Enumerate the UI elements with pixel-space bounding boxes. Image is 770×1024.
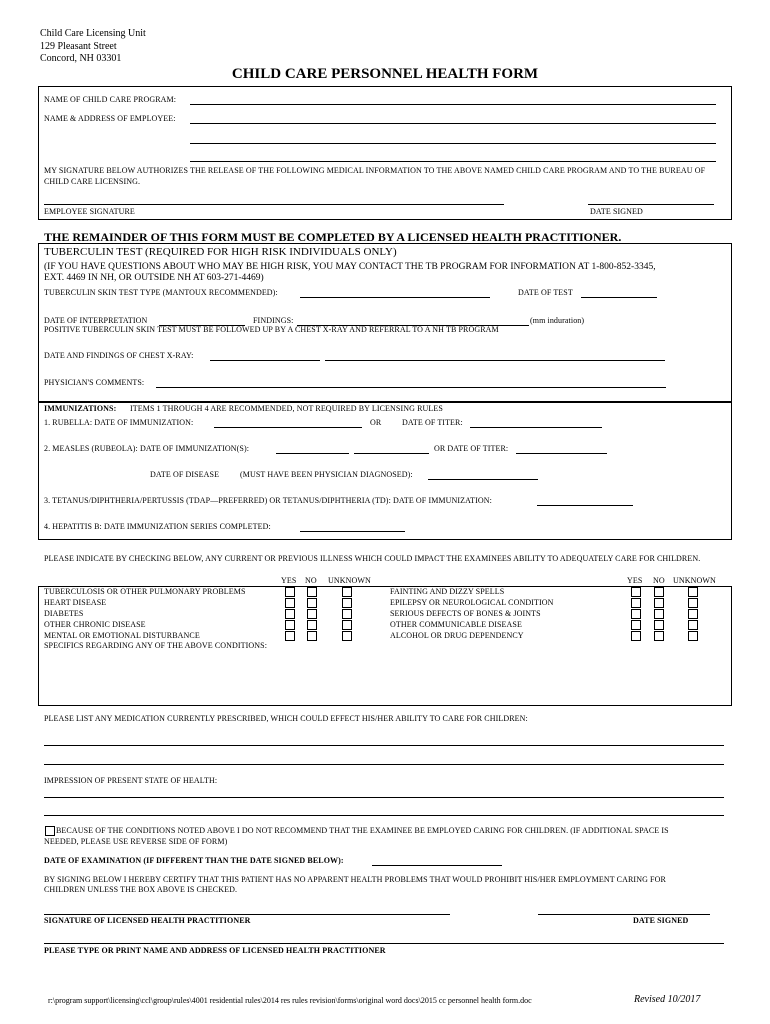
certify-text-1: BY SIGNING BELOW I HEREBY CERTIFY THAT THIS PATIENT HAS NO APPARENT HEALTH PROBLEMS THAT WOULD PROHIBIT HIS/HER EMPLOYMENT CARING FOR [44,875,666,884]
address-line-2: 129 Pleasant Street [40,41,117,52]
practitioner-signature-field[interactable] [44,914,450,915]
physician-comments-label: PHYSICIAN'S COMMENTS: [44,378,145,387]
immunizations-note: ITEMS 1 THROUGH 4 ARE RECOMMENDED, NOT REQUIRED BY LICENSING RULES [130,404,443,413]
program-name-field[interactable] [190,104,716,105]
hepatitis-label: 4. HEPATITIS B: DATE IMMUNIZATION SERIES COMPLETED: [44,522,271,531]
disease-date-label: DATE OF DISEASE [150,470,220,479]
left-col-yes: YES [281,576,297,585]
yes-checkbox[interactable] [631,620,641,630]
no-checkbox[interactable] [654,587,664,597]
revision-date: Revised 10/2017 [634,994,701,1005]
specifics-label: SPECIFICS REGARDING ANY OF THE ABOVE CONDITIONS: [44,641,268,650]
unknown-checkbox[interactable] [688,609,698,619]
tetanus-date-field[interactable] [537,505,633,506]
practitioner-date-field[interactable] [538,914,710,915]
skin-test-label: TUBERCULIN SKIN TEST TYPE (MANTOUX RECOMMENDED): [44,288,278,297]
left-col-unknown: UNKNOWN [328,576,371,585]
print-name-label: PLEASE TYPE OR PRINT NAME AND ADDRESS OF LICENSED HEALTH PRACTITIONER [44,946,386,955]
skin-test-field[interactable] [300,297,490,298]
unknown-checkbox[interactable] [342,598,352,608]
yes-checkbox[interactable] [285,587,295,597]
tb-note-line-1: (IF YOU HAVE QUESTIONS ABOUT WHO MAY BE HIGH RISK, YOU MAY CONTACT THE TB PROGRAM FOR INFORMATION AT 1-800-852-3345, [44,262,656,272]
practitioner-heading: THE REMAINDER OF THIS FORM MUST BE COMPLETED BY A LICENSED HEALTH PRACTITIONER. [44,230,622,244]
illness-instruction: PLEASE INDICATE BY CHECKING BELOW, ANY CURRENT OR PREVIOUS ILLNESS WHICH COULD IMPACT THE EXAMINEES ABILITY TO ADEQUATELY CARE FOR CHILDREN. [44,554,701,563]
not-recommend-text-1: BECAUSE OF THE CONDITIONS NOTED ABOVE I DO NOT RECOMMEND THAT THE EXAMINEE BE EMPLOYED CARING FOR CHILDREN. (IF ADDITIONAL SPACE IS [56,826,669,835]
file-path: r:\program support\licensing\ccl\group\rules\4001 residential rules\2014 res rules revision\forms\original word docs\2015 cc personnel health form.doc [48,996,532,1005]
impression-field-1[interactable] [44,797,724,798]
not-recommend-text-2: NEEDED, PLEASE USE REVERSE SIDE OF FORM) [44,837,228,846]
employee-address-field-3[interactable] [190,161,716,162]
employee-signature-label: EMPLOYEE SIGNATURE [44,207,135,216]
disease-date-field[interactable] [428,479,538,480]
employee-signature-field[interactable] [44,204,504,205]
impression-label: IMPRESSION OF PRESENT STATE OF HEALTH: [44,776,218,785]
unknown-checkbox[interactable] [342,587,352,597]
measles-label: 2. MEASLES (RUBEOLA): DATE OF IMMUNIZATION(S): [44,444,250,453]
tb-note-line-2: EXT. 4469 IN NH, OR OUTSIDE NH AT 603-271-4469) [44,273,264,283]
immunizations-heading: IMMUNIZATIONS: [44,404,117,413]
no-checkbox[interactable] [307,631,317,641]
illness-item: ALCOHOL OR DRUG DEPENDENCY [390,631,524,640]
no-checkbox[interactable] [654,620,664,630]
induration-label: (mm induration) [530,316,585,325]
no-checkbox[interactable] [307,587,317,597]
page-title: CHILD CARE PERSONNEL HEALTH FORM [231,66,539,82]
rubella-titer-label: DATE OF TITER: [402,418,463,427]
no-checkbox[interactable] [654,609,664,619]
illness-item: FAINTING AND DIZZY SPELLS [390,587,505,596]
illness-item: SERIOUS DEFECTS OF BONES & JOINTS [390,609,541,618]
tetanus-label: 3. TETANUS/DIPHTHERIA/PERTUSSIS (TDAP—PREFERRED) OR TETANUS/DIPHTHERIA (TD): DATE OF IMMUNIZATION: [44,496,492,505]
physician-comments-field[interactable] [156,387,666,388]
yes-checkbox[interactable] [285,609,295,619]
unknown-checkbox[interactable] [342,609,352,619]
no-checkbox[interactable] [307,609,317,619]
illness-item: OTHER COMMUNICABLE DISEASE [390,620,522,629]
unknown-checkbox[interactable] [688,587,698,597]
illness-item: OTHER CHRONIC DISEASE [44,620,146,629]
program-name-label: NAME OF CHILD CARE PROGRAM: [44,95,177,104]
not-recommend-checkbox[interactable] [45,826,55,836]
hepatitis-date-field[interactable] [300,531,405,532]
practitioner-date-label: DATE SIGNED [633,916,689,925]
employee-date-label: DATE SIGNED [590,207,643,216]
unknown-checkbox[interactable] [688,631,698,641]
right-col-no: NO [653,576,665,585]
measles-immunization-field-2[interactable] [354,453,429,454]
yes-checkbox[interactable] [631,587,641,597]
illness-item: TUBERCULOSIS OR OTHER PULMONARY PROBLEMS [44,587,246,596]
employee-section [38,86,732,220]
tb-heading: TUBERCULIN TEST (REQUIRED FOR HIGH RISK INDIVIDUALS ONLY) [44,246,397,258]
employee-address-label: NAME & ADDRESS OF EMPLOYEE: [44,114,176,123]
unknown-checkbox[interactable] [688,620,698,630]
address-line-3: Concord, NH 03301 [40,53,122,64]
illness-item: HEART DISEASE [44,598,107,607]
right-col-unknown: UNKNOWN [673,576,716,585]
rubella-label: 1. RUBELLA: DATE OF IMMUNIZATION: [44,418,194,427]
yes-checkbox[interactable] [631,598,641,608]
illness-item: EPILEPSY OR NEUROLOGICAL CONDITION [390,598,554,607]
rubella-immunization-field[interactable] [214,427,362,428]
rubella-or-label: OR [370,418,382,427]
date-of-test-label: DATE OF TEST [518,288,573,297]
yes-checkbox[interactable] [285,631,295,641]
medication-field-2[interactable] [44,764,724,765]
xray-label: DATE AND FINDINGS OF CHEST X-RAY: [44,351,194,360]
unknown-checkbox[interactable] [342,620,352,630]
left-col-no: NO [305,576,317,585]
interpretation-label: DATE OF INTERPRETATION [44,316,148,325]
no-checkbox[interactable] [307,620,317,630]
impression-field-2[interactable] [44,815,724,816]
rubella-titer-field[interactable] [470,427,602,428]
address-line-1: Child Care Licensing Unit [40,28,146,39]
specifics-field[interactable] [44,652,724,700]
practitioner-signature-label: SIGNATURE OF LICENSED HEALTH PRACTITIONER [44,916,251,925]
no-checkbox[interactable] [654,598,664,608]
measles-titer-label: OR DATE OF TITER: [434,444,509,453]
unknown-checkbox[interactable] [342,631,352,641]
yes-checkbox[interactable] [631,609,641,619]
exam-date-label: DATE OF EXAMINATION (IF DIFFERENT THAN THE DATE SIGNED BELOW): [44,856,344,865]
yes-checkbox[interactable] [285,620,295,630]
xray-findings-field[interactable] [325,360,665,361]
employee-address-field-1[interactable] [190,123,716,124]
no-checkbox[interactable] [654,631,664,641]
measles-titer-field[interactable] [516,453,607,454]
positive-test-note: POSITIVE TUBERCULIN SKIN TEST MUST BE FOLLOWED UP BY A CHEST X-RAY AND REFERRAL TO A NH TB PROGRAM [44,325,499,334]
medication-label: PLEASE LIST ANY MEDICATION CURRENTLY PRESCRIBED, WHICH COULD EFFECT HIS/HER ABILITY TO CARE FOR CHILDREN: [44,714,528,723]
right-col-yes: YES [627,576,643,585]
employee-address-field-2[interactable] [190,143,716,144]
illness-item: MENTAL OR EMOTIONAL DISTURBANCE [44,631,200,640]
exam-date-field[interactable] [372,865,502,866]
yes-checkbox[interactable] [631,631,641,641]
disease-note: (MUST HAVE BEEN PHYSICIAN DIAGNOSED): [240,470,413,479]
yes-checkbox[interactable] [285,598,295,608]
unknown-checkbox[interactable] [688,598,698,608]
medication-field-1[interactable] [44,745,724,746]
employee-date-field[interactable] [588,204,714,205]
practitioner-name-field[interactable] [44,943,724,944]
authorization-text: MY SIGNATURE BELOW AUTHORIZES THE RELEASE OF THE FOLLOWING MEDICAL INFORMATION TO THE ABOVE NAMED CHILD CARE PROGRAM AND TO THE BUREAU OF CHILD CARE LICENSING. [44,166,706,186]
certify-text-2: CHILDREN UNLESS THE BOX ABOVE IS CHECKED. [44,885,238,894]
date-of-test-field[interactable] [581,297,657,298]
xray-date-field[interactable] [210,360,320,361]
illness-item: DIABETES [44,609,84,618]
measles-immunization-field-1[interactable] [276,453,349,454]
no-checkbox[interactable] [307,598,317,608]
findings-label: FINDINGS: [253,316,294,325]
